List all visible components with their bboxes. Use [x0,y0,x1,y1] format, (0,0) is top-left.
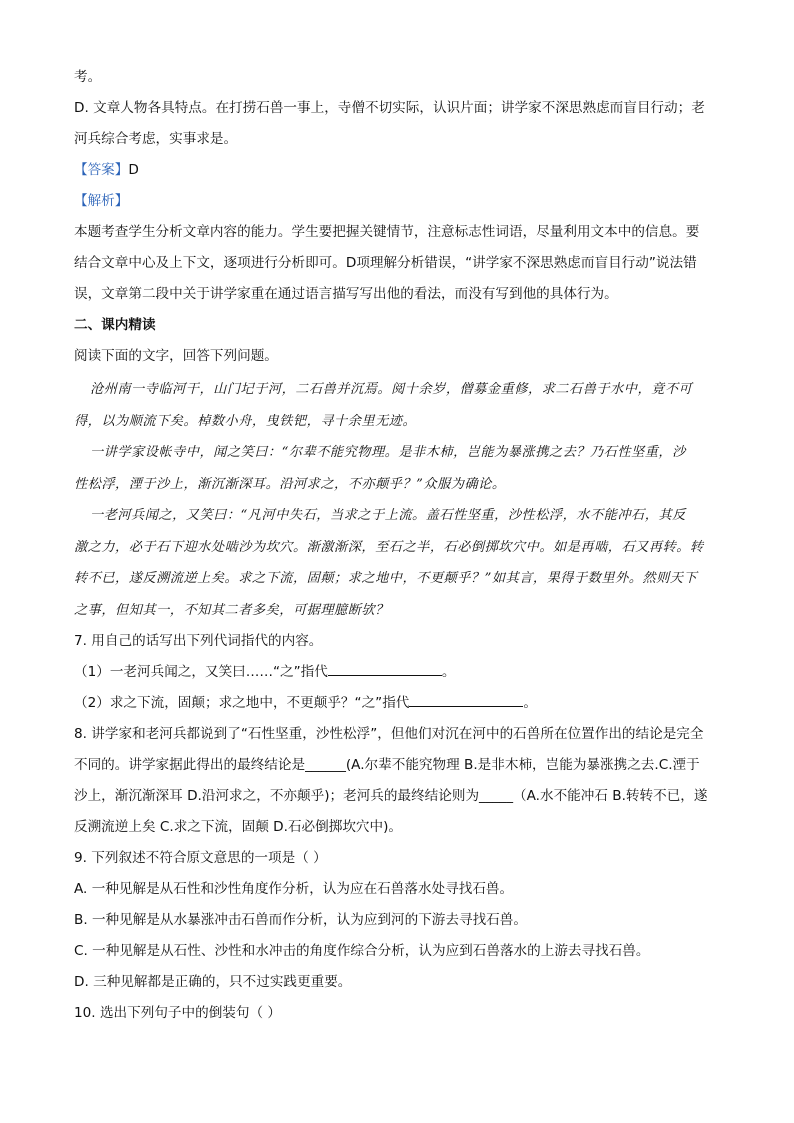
instruction: 阅读下面的文字，回答下列问题。 [74,348,278,364]
answer-blank[interactable] [328,661,442,676]
question-7: 7. 用自己的话写出下列代词指代的内容。 [74,633,323,649]
question-9-option-d: D. 三种见解都是正确的，只不过实践更重要。 [74,974,352,990]
passage-line: 激之力，必于石下迎水处啮沙为坎穴。渐激渐深，至石之半，石必倒掷坎穴中。如是再啮，石又再转。转 [74,539,704,555]
passage-line: 之事，但知其一，不知其二者多矣，可据理臆断欤？ [74,602,389,618]
explanation-line: 误，文章第二段中关于讲学家重在通过语言描写写出他的看法，而没有写到他的具体行为。 [74,286,618,302]
passage-line: 一老河兵闻之，又笑曰：“凡河中失石，当求之于上流。盖石性坚重，沙性松浮，水不能冲石，其反 [90,508,686,523]
answer-line [74,155,724,186]
answer-value: D [128,162,139,178]
question-9-option-c: C. 一种见解是从石性、沙性和水冲击的角度作综合分析，认为应到石兽落水的上游去寻找石兽。 [74,943,650,959]
explanation-tag-line [74,186,724,217]
question-9-option-b: B. 一种见解是从水暴涨冲击石兽而作分析，认为应到河的下游去寻找石兽。 [74,912,527,928]
question-7-2-text: （2）求之下流，固颠；求之地中，不更颠乎？“之”指代 [74,695,410,711]
period: 。 [441,664,456,680]
text-line: 河兵综合考虑，实事求是。 [74,131,238,147]
passage-line: 转不已，遂反溯流逆上矣。求之下流，固颠；求之地中，不更颠乎？”如其言，果得于数里外。然则天下 [74,571,698,586]
answer-blank[interactable] [409,692,523,707]
period: 。 [523,695,537,711]
question-9: 9. 下列叙述不符合原文意思的一项是（ ） [74,850,327,866]
explanation-line: 结合文章中心及上下文，逐项进行分析即可。D项理解分析错误，“讲学家不深思熟虑而盲目行动”说法错 [74,255,697,271]
document-page [74,62,724,1029]
question-8-line: 反溯流逆上矣 C.求之下流，固颠 D.石必倒掷坎穴中)。 [74,819,403,835]
question-7-1-text: （1）一老河兵闻之，又笑曰……“之”指代 [74,664,328,680]
text-line: 考。 [74,69,102,85]
question-10: 10. 选出下列句子中的倒装句（ ） [74,1005,281,1021]
question-8-line: 不同的。讲学家据此得出的最终结论是______(A.尔辈不能究物理 B.是非木柿，岂能为暴涨携之去.C.湮于 [74,757,700,773]
question-7-1 [74,657,724,688]
section-heading: 二、课内精读 [74,317,156,333]
passage-line: 一讲学家设帐寺中，闻之笑曰：“尔辈不能究物理。是非木柿，岂能为暴涨携之去？乃石性坚重，沙 [90,445,686,460]
explanation-line: 本题考查学生分析文章内容的能力。学生要把握关键情节，注意标志性词语，尽量利用文本中的信息。要 [74,224,700,240]
passage-line: 得，以为顺流下矣。棹数小舟，曳铁钯，寻十余里无迹。 [74,413,417,429]
passage-line: 沧州南一寺临河干，山门圮于河，二石兽并沉焉。阅十余岁，僧募金重修，求二石兽于水中，竟不可 [90,382,693,397]
question-7-2 [74,688,724,719]
question-8-line: 8. 讲学家和老河兵都说到了“石性坚重，沙性松浮”，但他们对沉在河中的石兽所在位置作出的结论是完全 [74,726,704,742]
explanation-tag: 【解析】 [74,193,129,209]
question-9-option-a: A. 一种见解是从石性和沙性角度作分析，认为应在石兽落水处寻找石兽。 [74,881,514,897]
question-8-line: 沙上，渐沉渐深耳 D.沿河求之，不亦颠乎)；老河兵的最终结论则为_____（A.水不能冲石 B.转转不已，遂 [74,788,708,804]
option-d-line: D. 文章人物各具特点。在打捞石兽一事上，寺僧不切实际，认识片面；讲学家不深思熟虑而盲目行动；老 [74,100,705,116]
passage-line: 性松浮，湮于沙上，渐沉渐深耳。沿河求之，不亦颠乎？”众服为确论。 [74,476,506,492]
answer-tag: 【答案】 [74,162,129,178]
